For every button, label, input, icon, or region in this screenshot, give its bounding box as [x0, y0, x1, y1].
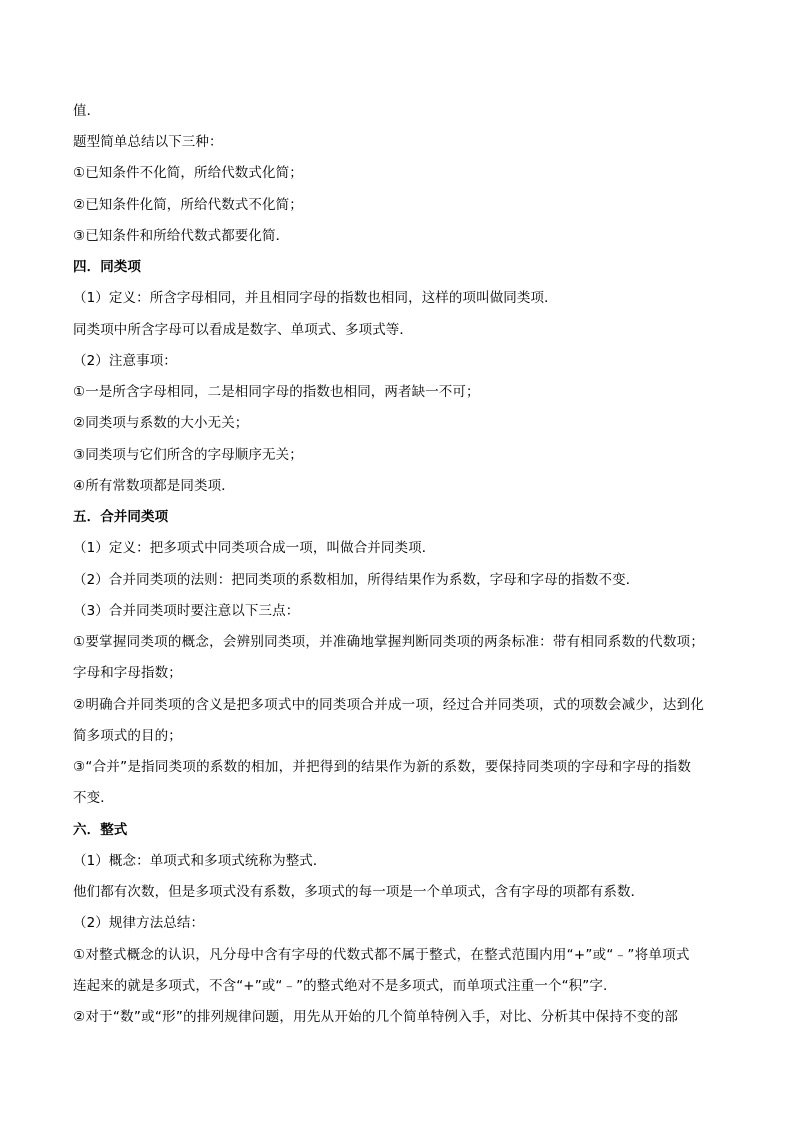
text-line: （1）概念：单项式和多项式统称为整式． — [73, 853, 327, 869]
list-item: ①已知条件不化简，所给代数式化简； — [73, 165, 303, 181]
text-line: （1）定义：所含字母相同，并且相同字母的指数也相同，这样的项叫做同类项． — [73, 290, 558, 306]
text-line: （2）规律方法总结： — [73, 915, 205, 931]
list-item: ①一是所含字母相同，二是相同字母的指数也相同，两者缺一不可； — [73, 384, 480, 400]
list-item: ②同类项与系数的大小无关； — [73, 415, 249, 431]
list-item: ①要掌握同类项的概念，会辨别同类项，并准确地掌握判断同类项的两条标准：带有相同系数的代数项； — [73, 634, 705, 650]
list-item: ④所有常数项都是同类项． — [73, 478, 235, 494]
text-line: 他们都有次数，但是多项式没有系数，多项式的每一项是一个单项式，含有字母的项都有系数． — [73, 884, 645, 900]
text-line: 字母和字母指数； — [73, 665, 182, 681]
text-line: 连起来的就是多项式，不含“+”或“﹣”的整式绝对不是多项式，而单项式注重一个“积”字. — [73, 978, 608, 994]
list-item: ②明确合并同类项的含义是把多项式中的同类项合并成一项，经过合并同类项，式的项数会减少，达到化 — [73, 697, 705, 713]
section-heading: 四．同类项 — [73, 259, 141, 275]
list-item: ①对整式概念的认识，凡分母中含有字母的代数式都不属于整式，在整式范围内用“+”或“﹣”将单项式 — [73, 947, 690, 963]
text-line: （2）合并同类项的法则：把同类项的系数相加，所得结果作为系数，字母和字母的指数不变． — [73, 572, 640, 588]
text-line: 值． — [73, 103, 101, 119]
text-line: 简多项式的目的； — [73, 728, 182, 744]
list-item: ②已知条件化简，所给代数式不化简； — [73, 197, 303, 213]
list-item: ③“合并”是指同类项的系数的相加，并把得到的结果作为新的系数，要保持同类项的字母和字母的指数 — [73, 759, 692, 775]
section-heading: 六．整式 — [73, 822, 128, 838]
text-line: 同类项中所含字母可以看成是数字、单项式、多项式等． — [73, 322, 413, 338]
list-item: ③同类项与它们所含的字母顺序无关； — [73, 447, 303, 463]
text-line: （2）注意事项： — [73, 353, 177, 369]
text-line: （1）定义：把多项式中同类项合成一项，叫做合并同类项． — [73, 540, 436, 556]
text-line: 题型简单总结以下三种： — [73, 134, 223, 150]
text-line: （3）合并同类项时要注意以下三点： — [73, 603, 300, 619]
list-item: ③已知条件和所给代数式都要化简． — [73, 228, 290, 244]
text-line: 不变． — [73, 790, 114, 806]
section-heading: 五．合并同类项 — [73, 509, 169, 525]
list-item: ②对于“数”或“形”的排列规律问题，用先从开始的几个简单特例入手，对比、分析其中保持不变的部 — [73, 1009, 679, 1025]
